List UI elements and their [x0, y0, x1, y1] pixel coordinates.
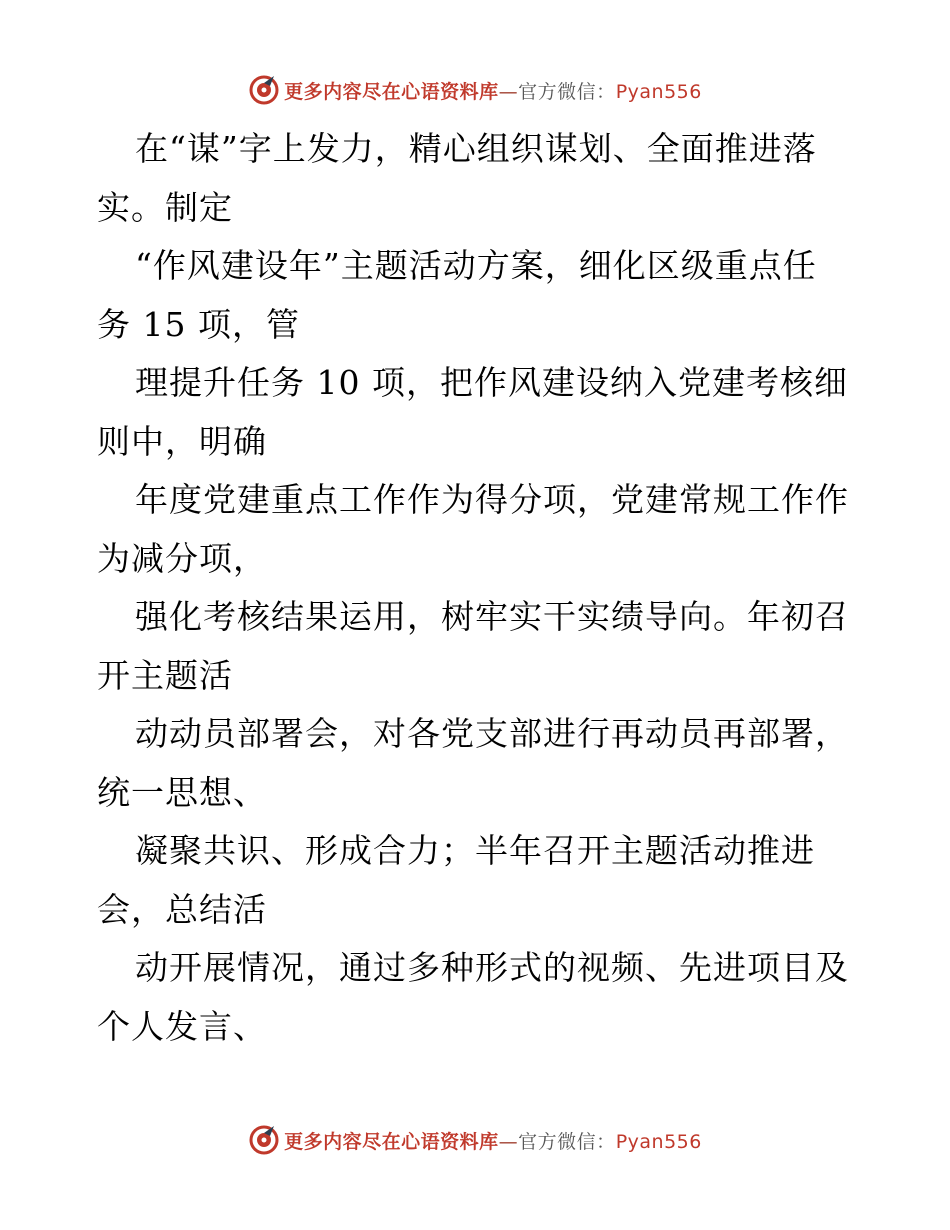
text-line: 会，总结活 — [97, 889, 267, 929]
banner-text — [284, 1127, 702, 1154]
brand-logo-icon — [248, 1124, 280, 1156]
text-line: 开主题活 — [97, 655, 233, 695]
text-line: 动动员部署会，对各党支部进行再动员再部署， — [135, 714, 849, 753]
text-line: 理提升任务 10 项，把作风建设纳入党建考核细 — [135, 363, 848, 402]
brand-logo-icon — [248, 74, 280, 106]
text-line: 统一思想、 — [97, 772, 267, 812]
document-body — [97, 120, 857, 1056]
banner-brand: 更多内容尽在心语资料库 — [284, 1130, 499, 1153]
banner-account: Pyan556 — [615, 80, 702, 103]
banner-wechat-label: 官方微信： — [518, 1130, 616, 1153]
text-line: “作风建设年”主题活动方案，细化区级重点任 — [135, 246, 817, 285]
banner-dash: — — [498, 80, 519, 103]
text-line: 凝聚共识、形成合力；半年召开主题活动推进 — [135, 831, 815, 870]
header-banner — [0, 70, 950, 110]
banner-wechat-label: 官方微信： — [518, 80, 616, 103]
banner-text — [284, 77, 702, 104]
text-line: 强化考核结果运用，树牢实干实绩导向。年初召 — [135, 597, 849, 636]
text-line: 个人发言、 — [97, 1006, 267, 1046]
text-line: 务 15 项，管 — [97, 304, 300, 344]
footer-banner — [0, 1120, 950, 1160]
banner-account: Pyan556 — [615, 1130, 702, 1153]
text-line: 年度党建重点工作作为得分项，党建常规工作作 — [135, 480, 849, 519]
text-line: 动开展情况，通过多种形式的视频、先进项目及 — [135, 948, 849, 987]
banner-dash: — — [498, 1130, 519, 1153]
text-line: 为减分项， — [97, 538, 267, 578]
banner-brand: 更多内容尽在心语资料库 — [284, 80, 499, 103]
text-line: 则中，明确 — [97, 421, 267, 461]
text-line: 实。制定 — [97, 187, 233, 227]
text-line: 在“谋”字上发力，精心组织谋划、全面推进落 — [135, 129, 817, 168]
